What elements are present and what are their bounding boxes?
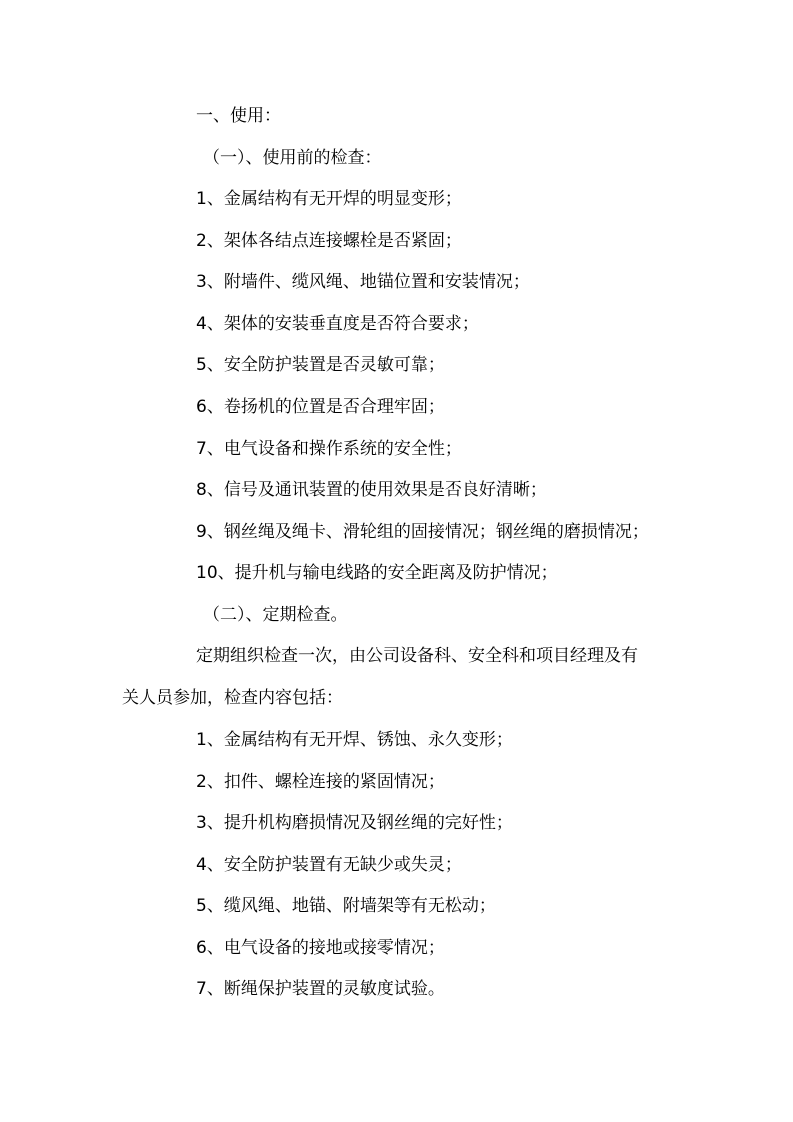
list-item: 6、电气设备的接地或接零情况； <box>196 938 445 958</box>
subsection-heading-pre-use: （一）、使用前的检查： <box>203 148 382 168</box>
list-item: 7、断绳保护装置的灵敏度试验。 <box>196 979 445 999</box>
list-item: 5、安全防护装置是否灵敏可靠； <box>196 355 445 375</box>
section-heading: 一、使用： <box>196 106 281 126</box>
list-item: 3、附墙件、缆风绳、地锚位置和安装情况； <box>196 272 530 292</box>
list-item: 9、钢丝绳及绳卡、滑轮组的固接情况；钢丝绳的磨损情况； <box>196 522 649 542</box>
list-item: 6、卷扬机的位置是否合理牢固； <box>196 397 445 417</box>
list-item: 7、电气设备和操作系统的安全性； <box>196 439 462 459</box>
list-item: 1、金属结构有无开焊、锈蚀、永久变形； <box>196 730 513 750</box>
list-item: 4、安全防护装置有无缺少或失灵； <box>196 855 462 875</box>
paragraph-line: 定期组织检查一次，由公司设备科、安全科和项目经理及有 <box>196 646 638 666</box>
subsection-heading-periodic: （二）、定期检查。 <box>203 605 348 625</box>
list-item: 3、提升机构磨损情况及钢丝绳的完好性； <box>196 813 513 833</box>
list-item: 5、缆风绳、地锚、附墙架等有无松动； <box>196 896 496 916</box>
list-item: 1、金属结构有无开焊的明显变形； <box>196 189 462 209</box>
list-item: 2、扣件、螺栓连接的紧固情况； <box>196 772 445 792</box>
list-item: 10、提升机与输电线路的安全距离及防护情况； <box>196 563 558 583</box>
paragraph-line: 关人员参加，检查内容包括： <box>122 688 343 708</box>
list-item: 8、信号及通讯装置的使用效果是否良好清晰； <box>196 480 547 500</box>
list-item: 2、架体各结点连接螺栓是否紧固； <box>196 231 462 251</box>
list-item: 4、架体的安装垂直度是否符合要求； <box>196 314 479 334</box>
